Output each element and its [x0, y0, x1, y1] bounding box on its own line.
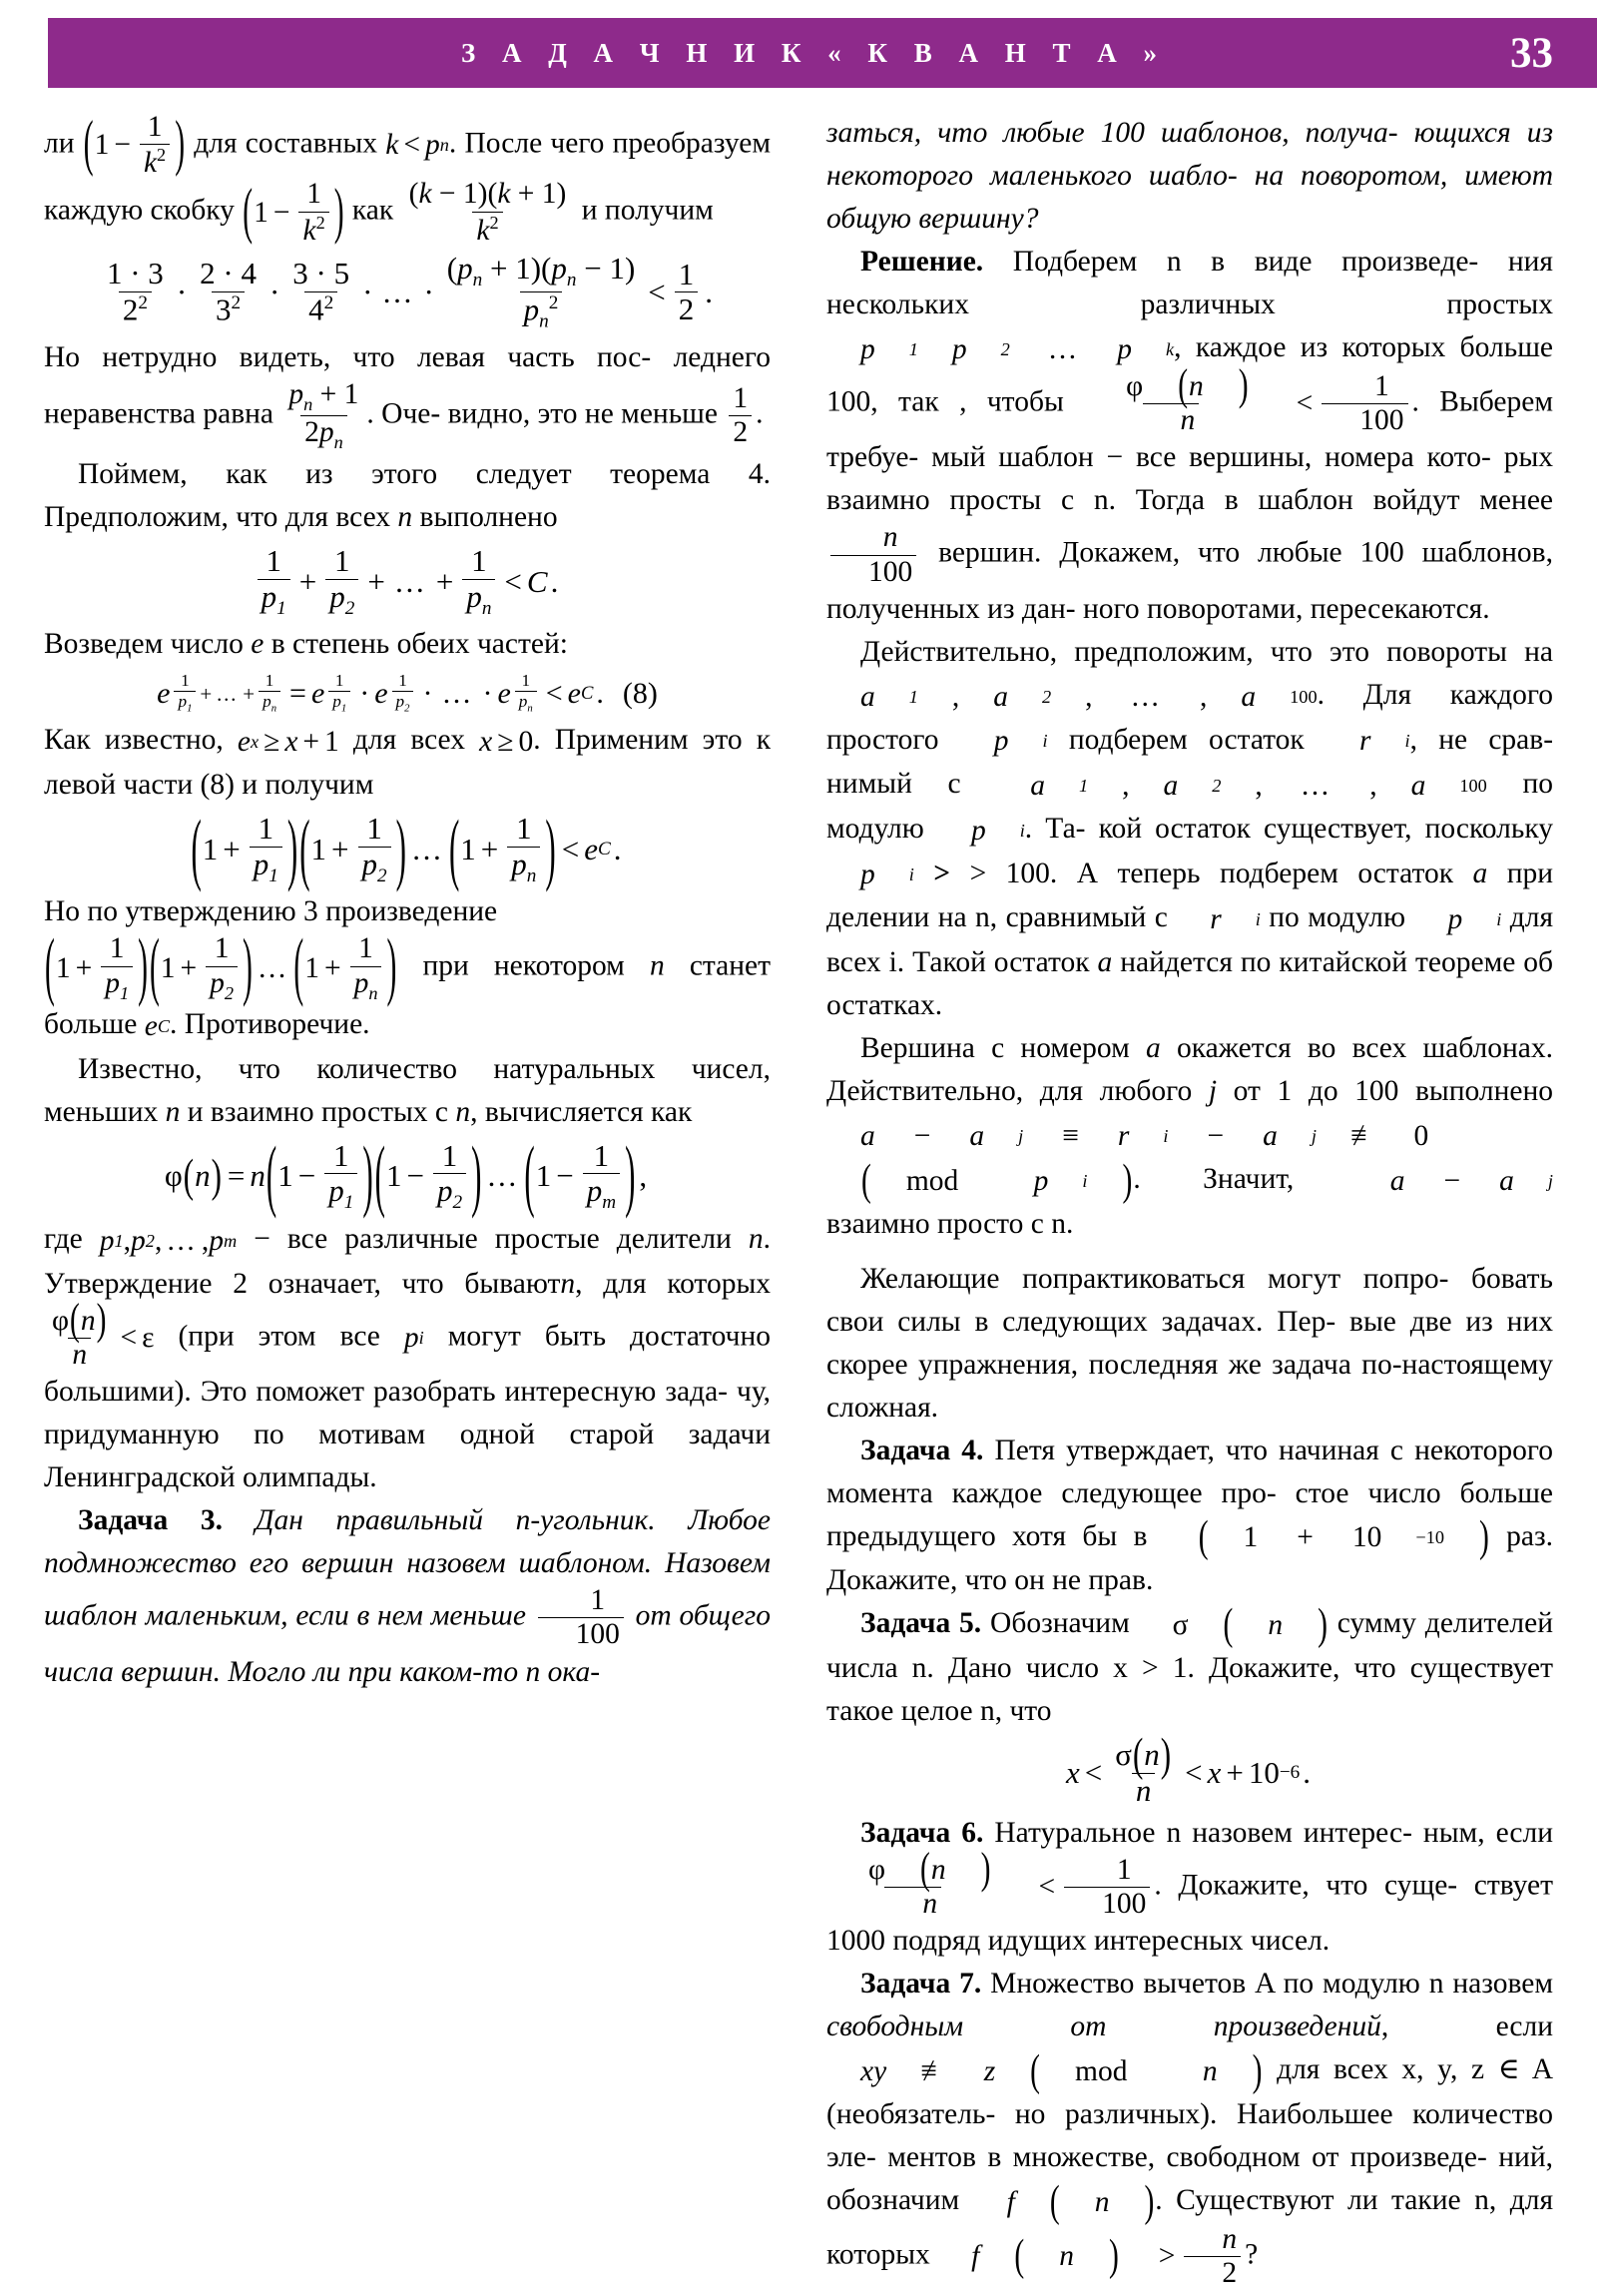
text-run: Петя утверждает, что начиная с [994, 1434, 1403, 1466]
text-run: . Та- [1024, 813, 1086, 845]
text-run: и взаимно простых с [187, 1095, 449, 1128]
solution-paragraph-3: Вершина с номером a окажется во всех шаблонах. Действительно, для любого j от 1 до 100 выполнено a − a j ≡ r i − a j ≢ 0 ( mod p i ) . Значит, a − a j взаимно просто с n. [826, 1032, 1554, 1240]
text-run: шаблонах. Действительно, для любого [826, 1032, 1554, 1108]
text-run: задачи Ленинградской олимпады. [44, 1419, 771, 1494]
text-run: стое число больше предыдущего хотя бы в [826, 1476, 1553, 1552]
equation-sum-reciprocal-primes: $\frac{1}{p_1}$ + $\frac{1}{p_2}$ + … + $\frac{1}{p_n}$ < C . [44, 545, 771, 619]
task-3-label: Задача 3. [78, 1504, 223, 1537]
text-run: > 100. А теперь подберем остаток [969, 857, 1454, 889]
solution-paragraph-2: Действительно, предположим, что это повороты на a 1 , a 2 , … , a 100 . Для каждого простого p i подберем остаток r i , не срав- нимый с a 1 , a 2 , … , a 100 по модулю p i . Та- кой остаток существует, поскольку p i > > 100. А теперь подберем остаток a при делении на n, сравнимый с r i по модулю p i для всех i. Такой остаток a найдется по китайской теореме об остатках. [826, 635, 1554, 1022]
fraction-pn-plus-1-over-2pn: $\frac{p_n + 1}{2p_n}$ [288, 378, 359, 453]
paragraph-statement3-formula [44, 925, 772, 1047]
text-run: в степень обеих частей: [270, 628, 568, 661]
text-run: делении на n, сравнимый с [826, 901, 1168, 934]
text-run: n назовем [1428, 1968, 1553, 2001]
task-6 [826, 1812, 1553, 1964]
task-5 [826, 1602, 1553, 1733]
inequality-f-n-gt-n-over-2: f ( n ) > $\frac{n}{2}$ [937, 2224, 1245, 2290]
text-run: чего преобразуем каждую скобку [44, 127, 772, 227]
task-3-body: от общего числа [44, 1599, 772, 1688]
task-3-body: шаблоном. Назовем шаблон маленьким, [44, 1547, 772, 1632]
text-run: для всех i. Такой остаток [826, 901, 1554, 979]
formula-one-minus-one-over-k2-b [242, 179, 344, 246]
text-run: взаимно просто с n. [826, 1207, 1074, 1240]
variable-n: n [649, 949, 665, 982]
text-run: Возведем число [44, 628, 244, 661]
text-run: . После [448, 127, 543, 160]
text-run: − все различные простые [254, 1222, 600, 1255]
expression-1-plus-10-to-minus-10: ( 1 + 10 −10 ) [1198, 1513, 1489, 1562]
right-paren: ) [175, 111, 186, 179]
text-run: от [1233, 1075, 1261, 1108]
solution-paragraph-1 [826, 241, 1553, 631]
text-run: ного поворотами, пересекаются. [1082, 592, 1490, 625]
text-run: бывают [464, 1267, 561, 1300]
text-run: Натуральное n назовем интерес- [994, 1816, 1412, 1849]
text-run-italic: свободным от произведений [826, 2010, 1381, 2043]
text-run: . [533, 724, 541, 757]
text-run: заться, что любые 100 шаблонов, получа- [826, 117, 1398, 149]
phi-symbol: φ [164, 1158, 183, 1194]
equation-euler-phi-product: φ ( n ) = n ( 1 − $\frac{1}{p_1}$ ) ( 1 − $\frac{1}{p_2}$ ) … ( 1 − $\frac{1}{p_m}$ ) , [164, 1129, 648, 1221]
paragraph-raise-e [44, 623, 771, 666]
text-run: , для которых [575, 1267, 772, 1300]
text-run: мый шаблон − все вершины, номера кото- [931, 441, 1491, 474]
text-run: по модулю [826, 768, 1553, 845]
text-run: Это поможет разобрать интересную зада- [200, 1376, 729, 1409]
text-run: Поймем, как из этого следует теорема 4. [78, 457, 771, 490]
text-run: . [756, 397, 764, 430]
text-run: делители [616, 1222, 732, 1255]
text-run: чисел, меньших [44, 1052, 771, 1128]
text-run: Применим это к левой части (8) и получим [44, 724, 772, 801]
inline-inequality-k-lt-pn: k < p n [385, 124, 449, 167]
page-title: З А Д А Ч Н И К « К В А Н Т А » [460, 37, 1168, 68]
fraction-n-over-100: $\frac{n}{100}$ [826, 522, 920, 588]
variable-p-sub-i: p i [860, 859, 914, 891]
paragraph-known-ineq [44, 719, 771, 807]
expression-a-minus-aj: a − a j [1389, 1164, 1553, 1197]
expression-f-n: f ( n ) [1006, 2177, 1155, 2226]
text-run: подберем остаток [1068, 723, 1305, 756]
text-run: при некотором [422, 949, 625, 982]
text-run: повороты на [1386, 635, 1553, 668]
task-3-continued [826, 112, 1553, 241]
variable-r-sub-i: r i [1359, 725, 1410, 758]
condition-xy-nequiv-z-mod-n: xy ≢ z ( mod n ) [860, 2046, 1263, 2095]
text-run: чу, придуманную по мотивам одной старой [44, 1376, 772, 1451]
left-column [44, 112, 771, 2278]
text-run: существует такое целое n, что [826, 1652, 1554, 1728]
text-run: Но по утверждению 3 произведение [44, 895, 498, 928]
product-p1-p2-pk: p 1 p 2 … p k [860, 332, 1175, 365]
formula-product-repeated: ( 1 + $\frac{1}{p_1}$ ) ( 1 + $\frac{1}{p_2}$ ) … ( 1 + $\frac{1}{p_n}$ ) [45, 925, 397, 1009]
task-7-label: Задача 7. [860, 1968, 982, 2001]
text-run: бовать свои силы в следующих задачах. Пер- [826, 1262, 1553, 1338]
operator-gt: > [933, 857, 951, 889]
numeral: 1 [254, 196, 268, 229]
text-run: все [339, 1320, 380, 1353]
text-run: рых взаимно просты с n. Тогда в шаблон [826, 441, 1554, 517]
text-run: для которых [826, 2184, 1554, 2271]
operator: − [272, 196, 290, 229]
text-run: ? [1245, 2238, 1259, 2271]
text-run: . Утверждение 2 означает, что [44, 1222, 772, 1300]
text-run: и получим [581, 194, 714, 227]
fraction-phi-n-over-n: $\frac{\varphi(n)}{n}$ < ε [52, 1296, 155, 1371]
text-run: , если [1380, 2010, 1553, 2043]
outro-paragraph [826, 1258, 1553, 1430]
task-3-body: если в нем меньше [295, 1599, 526, 1632]
list-primes-p1-pm: p 1 , p 2 , … , p m [99, 1224, 238, 1257]
text-run: видно, это не меньше [447, 397, 718, 430]
text-run: , не срав- [1409, 723, 1554, 756]
numerator: 1 [306, 178, 321, 211]
variable-k: k [385, 129, 399, 162]
text-run: вычисляется как [484, 1095, 693, 1128]
expression-e-to-C: e C [144, 1009, 171, 1042]
text-run: как [351, 194, 394, 227]
fraction [140, 112, 170, 179]
page-number: 33 [1510, 29, 1553, 77]
text-run: могут быть достаточно большими). [44, 1320, 772, 1409]
text-run: , каждое из которых больше 100, [826, 331, 1553, 418]
text-run: по модулю [1269, 901, 1406, 934]
text-run: нимый с [826, 768, 961, 801]
text-run: станет больше [44, 949, 772, 1040]
text-run: Как известно, [44, 724, 224, 757]
modulus-mod-pi: ( mod p i ) [861, 1156, 1133, 1205]
variable-k: k [302, 214, 316, 247]
text-run: войдут менее [1372, 484, 1554, 517]
formula-one-minus-one-over-k2 [83, 112, 186, 179]
text-run: ментов в множестве, свободном от произведе- [887, 2141, 1487, 2174]
text-run: для всех x, y, z ∈ A (необязатель- [826, 2053, 1554, 2131]
text-run: Но нетрудно видеть, что левая часть пос- [44, 341, 652, 374]
text-run: Множество вычетов A по модулю [990, 1968, 1420, 2001]
text-run: . Выберем требуе- [826, 385, 1553, 474]
page-header [48, 18, 1597, 88]
task-4 [826, 1430, 1553, 1603]
variable-p-sub-i: p i [970, 814, 1025, 847]
text-run: для всех [352, 724, 466, 757]
task-5-label: Задача 5. [860, 1607, 982, 1640]
text-run: . Существуют ли такие n, [1155, 2184, 1497, 2217]
text-run: так , чтобы [898, 385, 1064, 418]
numerator: 1 [147, 111, 163, 143]
text-run: любые 100 шаблонов, полученных из дан- [826, 536, 1553, 625]
text-run: леднего неравенства равна [44, 341, 771, 430]
inequality-phi-n-over-n-lt-1-over-100: $\frac{\varphi (n )}{n}$ < $\frac{1}{100}$ [1084, 371, 1411, 437]
variable-j: j [1208, 1075, 1218, 1108]
inequality-phi-n-over-n-lt-1-over-100-b: $\frac{\varphi (n )}{n}$ < $\frac{1}{100}$ [826, 1855, 1154, 1921]
operator: − [114, 129, 131, 162]
variable-p-sub-i: p i [993, 725, 1048, 758]
text-run: . Докажите, что суще- [1154, 1869, 1458, 1902]
inequality-ex-ge-x-plus-1: e x ≥ x + 1 [237, 725, 339, 758]
text-run: 1 до 100 выполнено [1277, 1075, 1554, 1108]
paragraph-where-primes: где p 1 , p 2 , … , p m − все различные простые делители n. Утверждение 2 означает, что бываютn, для которых $\frac{\varphi(n)}{n}$ < ε (при этом все p i могут быть достаточно большими). Это поможет разобрать интересную зада- чу, придуманную по мотивам одной старой задачи Ленинградской олимпады. [44, 1218, 771, 1499]
congruence-a-minus-aj: a − a j ≡ r i − a j ≢ 0 [860, 1119, 1429, 1152]
paragraph-left-part [44, 336, 771, 453]
equation-product-1-plus-1-over-p: ( 1 + $\frac{1}{p_1}$ ) ( 1 + $\frac{1}{p_2}$ ) … ( 1 + $\frac{1}{p_n}$ ) < e C . [191, 802, 622, 893]
text-run: (при этом [178, 1320, 316, 1353]
formula-k-minus-1-k-plus-1-over-k2 [401, 179, 575, 246]
task-3-body: Дан правильный n-угольник. [255, 1504, 656, 1537]
text-run: китайской теореме об остатках. [826, 946, 1554, 1022]
text-run: но различных). Наибольшее количество эле- [826, 2098, 1554, 2174]
text-run: числа n. Дано число x > 1. Докажите, что [826, 1652, 1396, 1685]
text-run: Действительно, предположим, что это [860, 635, 1369, 668]
text-run: найдется по [1120, 946, 1272, 979]
variable-a: a [1472, 857, 1488, 889]
left-paren: ( [83, 111, 94, 179]
text-run: Известно, что количество натуральных [78, 1052, 656, 1085]
list-rotations-a1-a100: a 1 , a 2 , … , a 100 [860, 680, 1318, 713]
text-run: . Противоречие. [170, 1007, 370, 1040]
text-run: где [44, 1222, 83, 1255]
text-run: при [1506, 857, 1554, 889]
text-run: , [470, 1095, 478, 1128]
task-3-body: Любое подмножество его вершин назовем [44, 1504, 772, 1580]
operator: < [403, 129, 420, 162]
fraction [298, 179, 328, 246]
text-run: раз. Докажите, что он не прав. [826, 1519, 1553, 1597]
list-rotations-a1-a100-b: a 1 , a 2 , … , a 100 [1030, 770, 1487, 802]
numerator: (k − 1)(k + 1) [408, 178, 567, 211]
text-run: вые две из них скорее упражнения, последняя [826, 1305, 1553, 1381]
text-run: выполнено [419, 500, 558, 533]
denominator: $k^2$ [298, 212, 328, 247]
text-run: ния нескольких различных простых [826, 246, 1554, 320]
variable-p: p [425, 129, 440, 162]
equation-sigma-n-over-n-bounds: x < $\frac{\sigma(n)}{n}$ < x + 10 −6 . [1065, 1727, 1312, 1808]
task-6-label: Задача 6. [860, 1816, 984, 1849]
fraction-one-over-hundred: $\frac{1}{100}$ [534, 1585, 628, 1651]
fraction [405, 179, 571, 246]
text-run: Предположим, что для всех [44, 500, 391, 533]
article-body [0, 111, 1597, 2290]
denominator: $k^2$ [472, 212, 502, 247]
text-run: . Оче- [366, 397, 441, 430]
text-run: . Для каждого [1317, 678, 1553, 711]
text-run: кой остаток существует, поскольку [1098, 813, 1553, 845]
text-run: же задача по-настоящему сложная. [826, 1348, 1553, 1424]
text-run: окажется во всех [1176, 1032, 1407, 1065]
text-run: на поворотом, имеют общую вершину? [826, 160, 1553, 235]
text-run: сумму делителей [1336, 1607, 1554, 1640]
variable-p-sub-i: p i [1447, 903, 1502, 936]
expression-sigma-n: σ ( n ) [1172, 1600, 1328, 1649]
text-run: Вершина с номером [860, 1032, 1130, 1065]
task-7 [826, 1963, 1553, 2289]
paragraph-theorem4 [44, 453, 771, 539]
task-4-label: Задача 4. [860, 1434, 984, 1466]
text-run: . Значит, [1133, 1162, 1295, 1195]
numeral: 1 [94, 129, 110, 162]
condition-x-ge-0: x ≥ 0 [479, 725, 534, 758]
text-run: ний, обозначим [826, 2141, 1554, 2217]
text-run: Желающие попрактиковаться могут попро- [860, 1262, 1449, 1295]
denominator: $k^2$ [140, 144, 170, 179]
right-paren: ) [333, 178, 344, 246]
text-run: ли [44, 127, 75, 160]
variable-k: k [143, 147, 158, 180]
text-run: простого [826, 723, 939, 756]
text-run: некоторого момента каждое следующее про- [826, 1434, 1554, 1509]
variable-e: e [251, 628, 265, 661]
variable-r-sub-i: r i [1210, 903, 1261, 936]
equation-8-exponential: e $\frac{1}{p_1}$ + … + $\frac{1}{p_n}$ = e $\frac{1}{p_1}$ · e $\frac{1}{p_2}$ · … · e $\frac{1}{p_n}$ < e C . (8) [157, 671, 658, 715]
paragraph-continued-1 [44, 112, 771, 247]
paragraph-euler-phi-intro: Известно, что количество натуральных чисел, меньших n и взаимно простых с n, вычисляется как [44, 1052, 771, 1128]
text-run: вершин. Докажем, что [938, 536, 1241, 569]
variable-n: n [397, 500, 413, 533]
text-run: ющихся из некоторого маленького шабло- [826, 117, 1553, 192]
text-run: для составных [194, 127, 378, 160]
left-paren: ( [243, 178, 254, 246]
text-run: ным, если [1422, 1816, 1554, 1849]
text-run: ствует 1000 подряд идущих интересных чисел. [826, 1869, 1554, 1958]
solution-label: Решение. [860, 246, 984, 278]
fraction-one-half: $\frac{1}{2}$ [725, 383, 756, 449]
equation-number-8: (8) [622, 676, 658, 710]
equation-product-telescoping: $\frac{1 \cdot 3}{2^2}$ · $\frac{2 \cdot 4}{3^2}$ · $\frac{3 \cdot 5}{4^2}$ · … · $\frac{(p_n + 1)(p_n - 1)}{p_n^2}$ < $\frac{1}{2}$ . [106, 250, 714, 332]
text-run: Обозначим [990, 1607, 1130, 1640]
text-run: Подберем n в виде произведе- [1012, 246, 1479, 278]
variable-p-sub-i: p i [403, 1321, 424, 1354]
task-3-body: вершин. Могло ли при каком-то n ока- [121, 1655, 601, 1688]
task-3 [44, 1499, 771, 1694]
right-column [826, 112, 1554, 2290]
